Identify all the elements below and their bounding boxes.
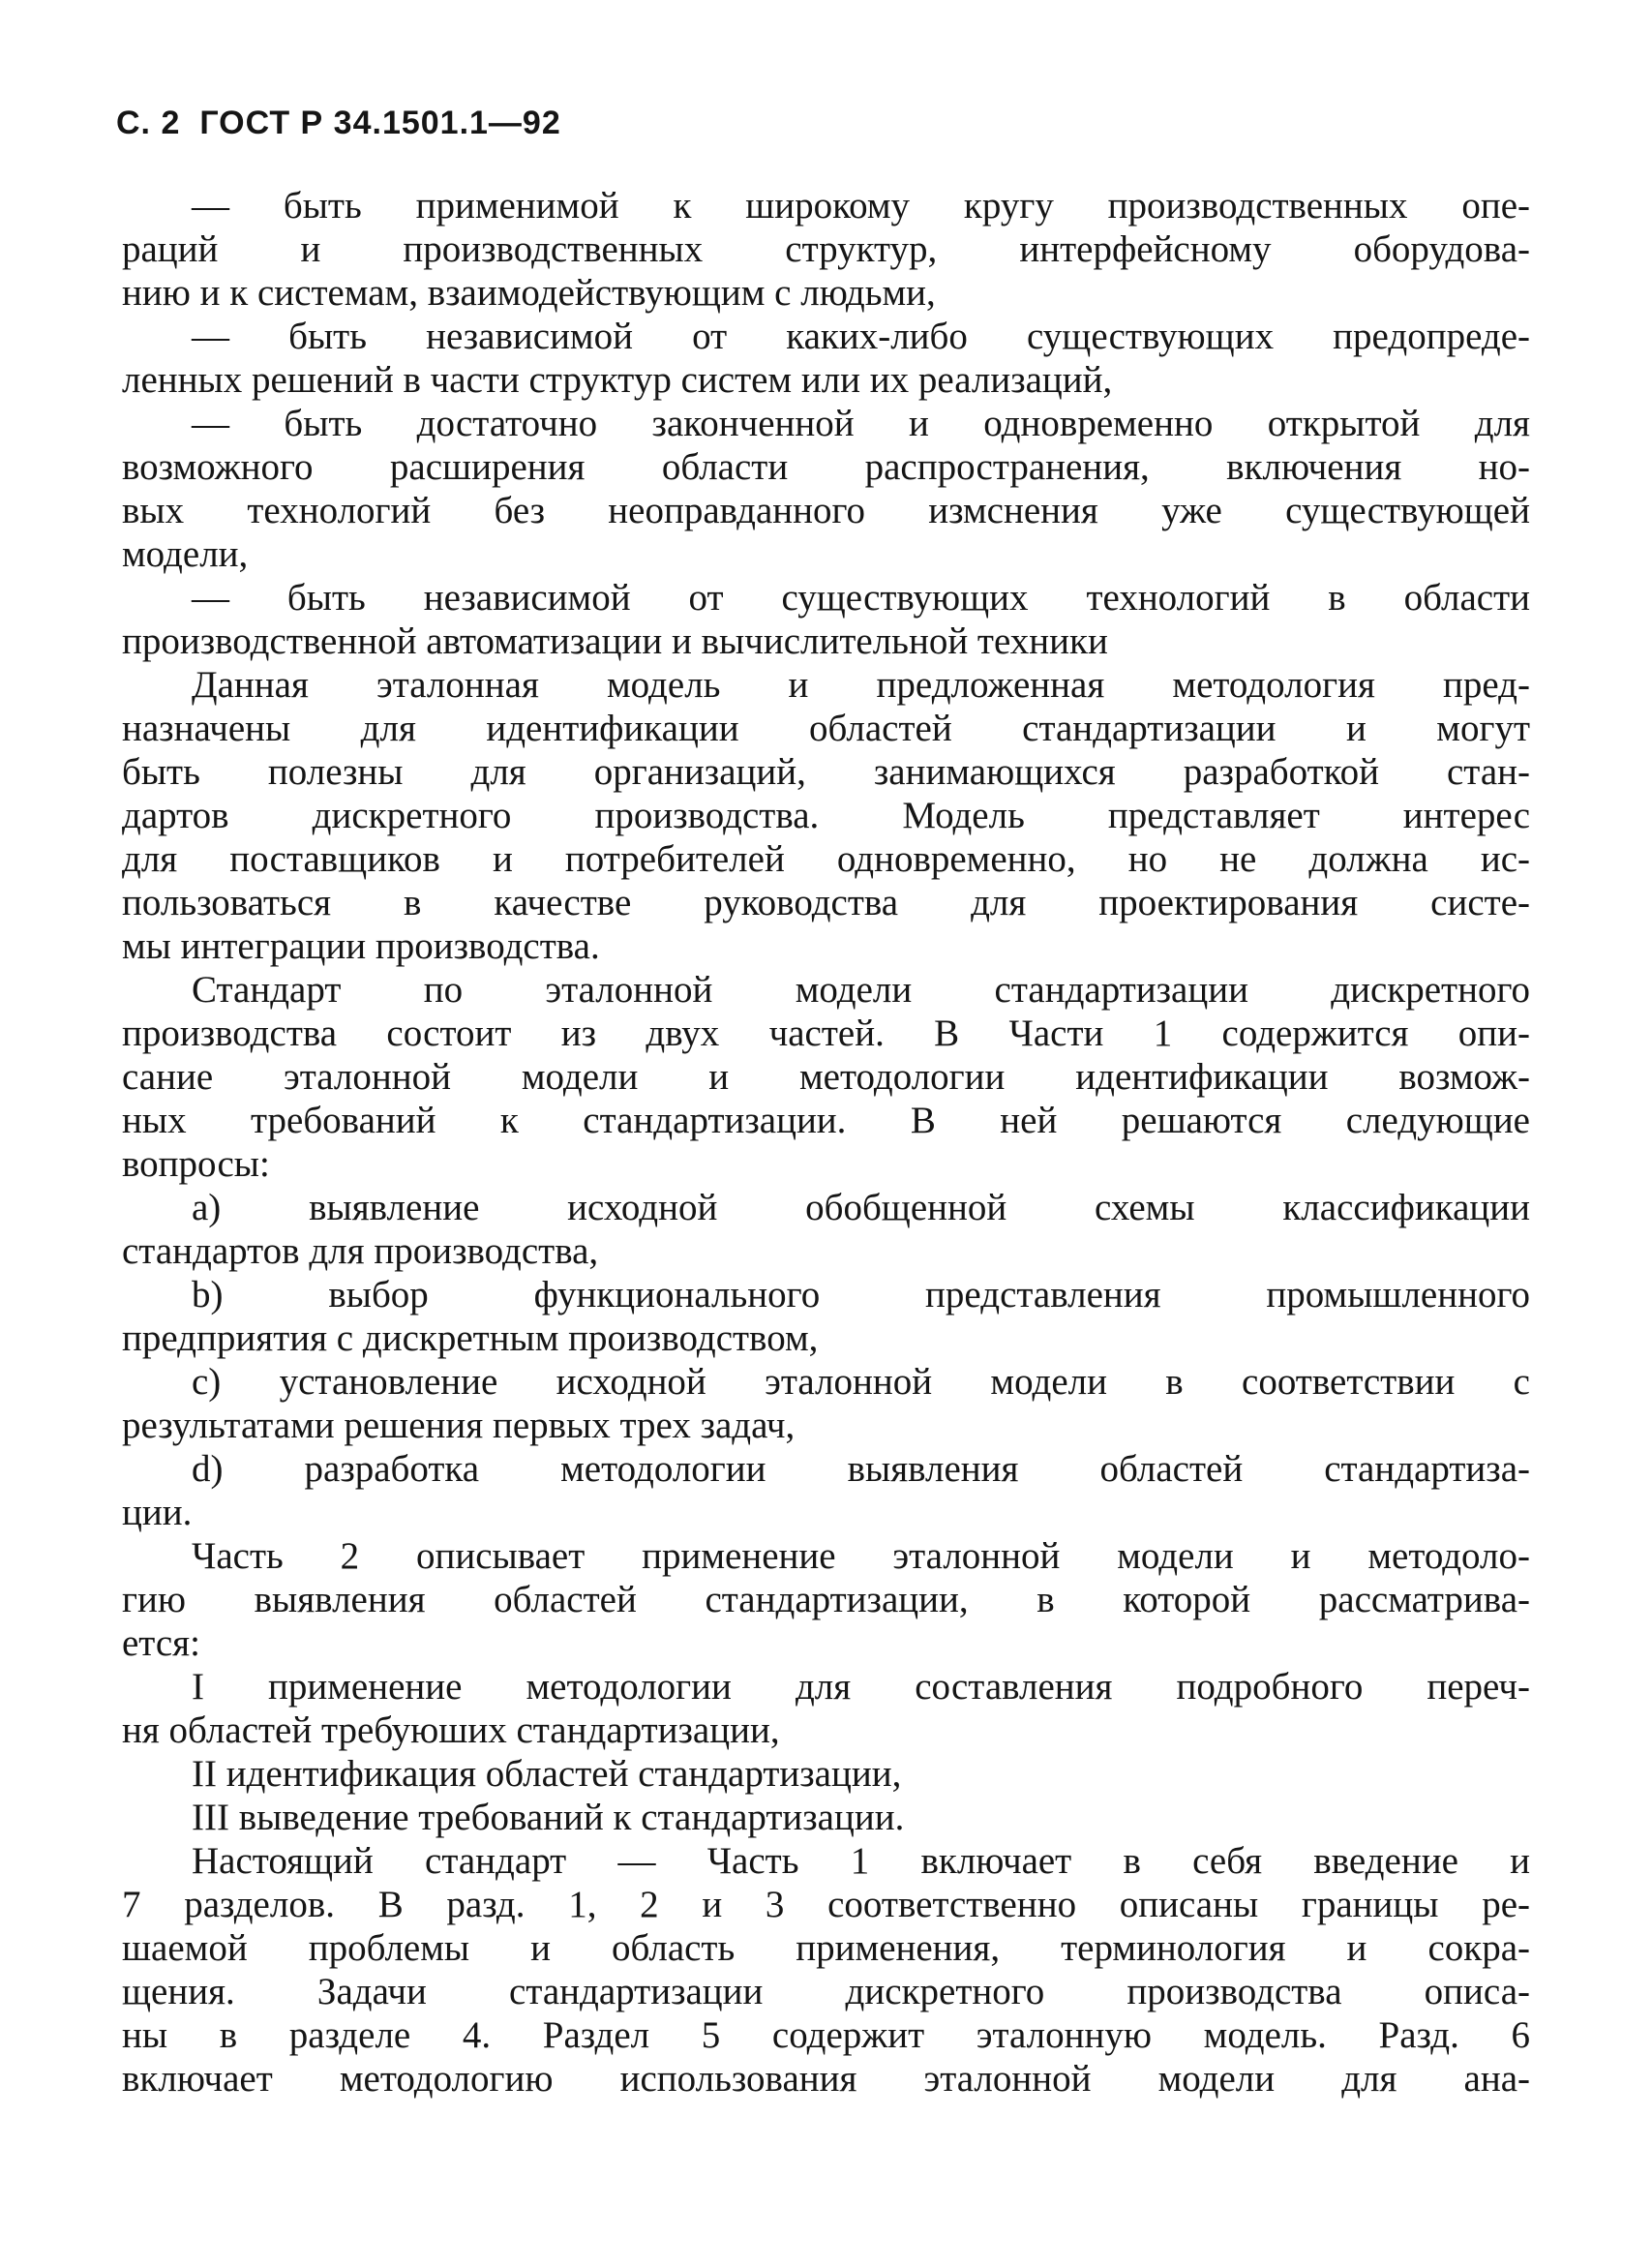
text-line: пользоваться в качестве руководства для проектирования систе-	[122, 882, 1530, 923]
text-line: Данная эталонная модель и предложенная методология пред-	[192, 664, 1530, 706]
body-text	[122, 184, 1530, 2101]
text-line: модели,	[122, 533, 249, 575]
text-line: ных требований к стандартизации. В ней решаются следующие	[122, 1100, 1530, 1141]
text-line: предприятия с дискретным производством,	[122, 1317, 819, 1359]
text-line: раций и производственных структур, интерфейсному оборудова-	[122, 228, 1530, 270]
text-line: Настоящий стандарт — Часть 1 включает в себя введение и	[192, 1840, 1530, 1882]
text-line: II идентификация областей стандартизации,	[192, 1753, 902, 1795]
text-line: сание эталонной модели и методологии идентификации возмож-	[122, 1056, 1530, 1098]
text-line: назначены для идентификации областей стандартизации и могут	[122, 708, 1530, 749]
text-line: для поставщиков и потребителей одновременно, но не должна ис-	[122, 838, 1530, 880]
text-line: дартов дискретного производства. Модель представляет интерес	[122, 795, 1530, 836]
text-line: щения. Задачи стандартизации дискретного производства описа-	[122, 1971, 1530, 2012]
text-line: 7 разделов. В разд. 1, 2 и 3 соответственно описаны границы ре-	[122, 1884, 1530, 1925]
text-line: III выведение требований к стандартизации.	[192, 1797, 905, 1838]
text-line: нию и к системам, взаимодействующим с людьми,	[122, 272, 936, 314]
text-line: c) установление исходной эталонной модели в соответствии с	[192, 1361, 1530, 1403]
text-line: ны в разделе 4. Раздел 5 содержит эталонную модель. Разд. 6	[122, 2014, 1530, 2056]
text-line: мы интеграции производства.	[122, 925, 600, 967]
text-line: — быть достаточно законченной и одновременно открытой для	[192, 403, 1530, 444]
text-line: включает методологию использования эталонной модели для ана-	[122, 2058, 1530, 2100]
text-line: — быть независимой от существующих технологий в области	[192, 577, 1530, 619]
text-line: — быть независимой от каких-либо существующих предопреде-	[192, 316, 1530, 357]
text-line: стандартов для производства,	[122, 1230, 599, 1272]
standard-code: ГОСТ Р 34.1501.1—92	[199, 105, 561, 141]
text-line: ня областей требуюших стандартизации,	[122, 1709, 780, 1751]
text-line: ется:	[122, 1622, 200, 1664]
text-line: вопросы:	[122, 1143, 270, 1185]
page-header	[116, 105, 581, 142]
text-line: вых технологий без неоправданного измснения уже существующей	[122, 490, 1530, 531]
page-number: С. 2	[116, 105, 181, 141]
text-line: — быть применимой к широкому кругу производственных опе-	[192, 185, 1530, 227]
text-line: шаемой проблемы и область применения, терминология и сокра-	[122, 1927, 1530, 1969]
text-line: Стандарт по эталонной модели стандартизации дискретного	[192, 969, 1530, 1011]
text-line: результатами решения первых трех задач,	[122, 1405, 796, 1446]
text-line: d) разработка методологии выявления областей стандартиза-	[192, 1448, 1530, 1490]
text-line: a) выявление исходной обобщенной схемы классификации	[192, 1187, 1530, 1228]
text-line: I применение методологии для составления подробного переч-	[192, 1666, 1530, 1708]
text-line: Часть 2 описывает применение эталонной модели и методоло-	[192, 1535, 1530, 1577]
text-line: b) выбор функционального представления промышленного	[192, 1274, 1530, 1315]
text-line: производственной автоматизации и вычислительной техники	[122, 620, 1108, 662]
text-line: возможного расширения области распространения, включения но-	[122, 446, 1530, 488]
text-line: ции.	[122, 1492, 193, 1533]
text-line: гию выявления областей стандартизации, в которой рассматрива-	[122, 1579, 1530, 1620]
text-line: производства состоит из двух частей. В Части 1 содержится опи-	[122, 1013, 1530, 1054]
text-line: быть полезны для организаций, занимающихся разработкой стан-	[122, 751, 1530, 793]
text-line: ленных решений в части структур систем или их реализаций,	[122, 359, 1113, 401]
